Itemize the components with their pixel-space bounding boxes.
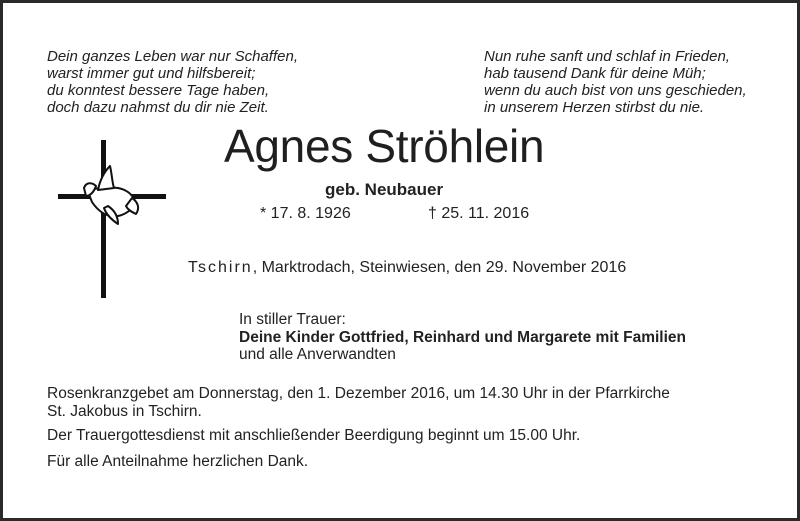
birth-date: * 17. 8. 1926 xyxy=(260,205,351,222)
mourning-others: und alle Anverwandten xyxy=(239,346,396,363)
mourning-family: Deine Kinder Gottfried, Reinhard und Margarete mit Familien xyxy=(239,328,686,346)
service-info xyxy=(47,385,670,471)
thanks-line: Für alle Anteilnahme herzlichen Dank. xyxy=(47,453,309,470)
poem-left-line: Dein ganzes Leben war nur Schaffen, xyxy=(47,48,298,65)
maiden-name: geb. Neubauer xyxy=(325,180,444,199)
poem-left-line: du konntest bessere Tage haben, xyxy=(47,82,270,99)
poem-right-line: wenn du auch bist von uns geschieden, xyxy=(484,82,747,99)
mourning-intro: In stiller Trauer: xyxy=(239,311,346,328)
mourners-block xyxy=(239,311,686,364)
place-date-rest: , Marktrodach, Steinwiesen, den 29. November 2016 xyxy=(252,259,627,276)
poem-right xyxy=(484,48,747,116)
poem-left-line: warst immer gut und hilfsbereit; xyxy=(47,65,256,82)
deceased-name: Agnes Ströhlein xyxy=(224,120,545,172)
poem-left-line: doch dazu nahmst du dir nie Zeit. xyxy=(47,99,269,116)
poem-left xyxy=(47,48,298,116)
funeral-info: Der Trauergottesdienst mit anschließender Beerdigung beginnt um 15.00 Uhr. xyxy=(47,427,581,444)
rosary-line-1: Rosenkranzgebet am Donnerstag, den 1. Dezember 2016, um 14.30 Uhr in der Pfarrkirche xyxy=(47,385,670,402)
poem-right-line: Nun ruhe sanft und schlaf in Frieden, xyxy=(484,48,730,65)
place-tschirn: Tschirn xyxy=(188,259,253,276)
place-and-date xyxy=(188,259,626,277)
rosary-line-2: St. Jakobus in Tschirn. xyxy=(47,403,202,420)
death-date: † 25. 11. 2016 xyxy=(428,205,530,222)
cross-with-dove-icon xyxy=(58,140,170,298)
poem-right-line: in unserem Herzen stirbst du nie. xyxy=(484,99,705,116)
poem-right-line: hab tausend Dank für deine Müh; xyxy=(484,65,706,82)
